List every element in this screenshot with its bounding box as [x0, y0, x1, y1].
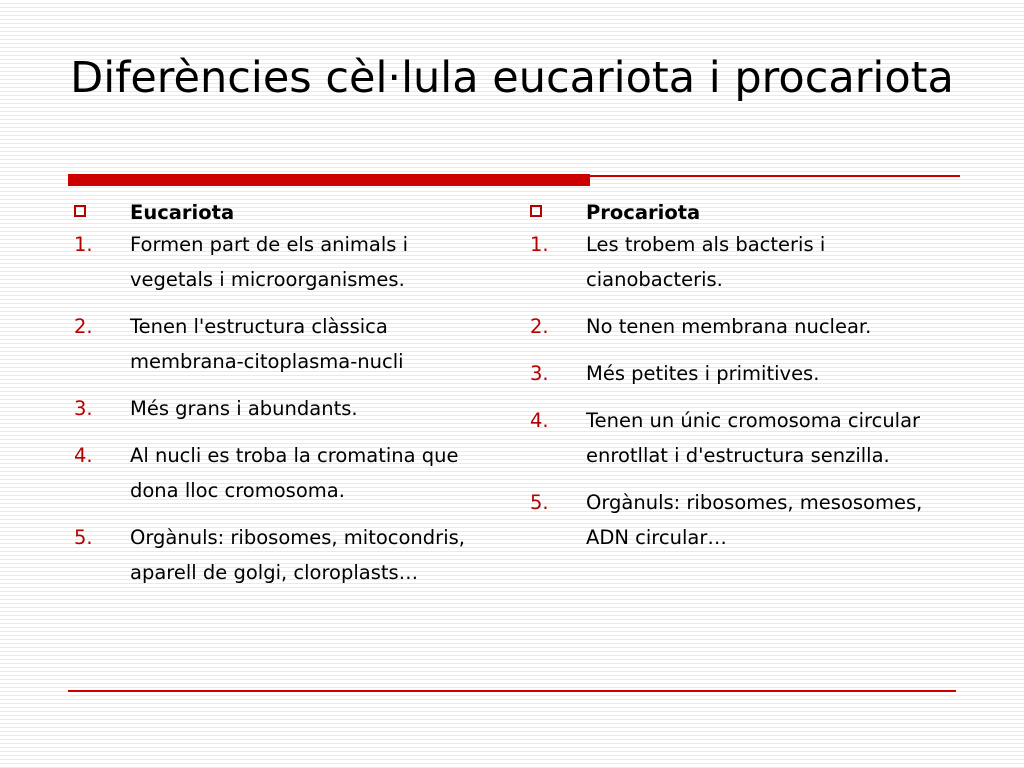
list-item: [74, 391, 484, 426]
list-item-text: Més petites i primitives.: [586, 362, 820, 385]
list-item-number: 4.: [530, 409, 549, 432]
list-item-text: Formen part de els animals i vegetals i microorganismes.: [130, 233, 409, 291]
list-item-number: 2.: [530, 315, 549, 338]
eucariota-heading: [74, 198, 484, 227]
list-item-number: 5.: [530, 491, 549, 514]
list-item-text: Al nucli es troba la cromatina que dona lloc cromosoma.: [130, 444, 459, 502]
list-item-text: Tenen l'estructura clàssica membrana-citoplasma-nucli: [130, 315, 404, 373]
list-item: [74, 438, 484, 508]
procariota-heading-label: Procariota: [586, 201, 701, 224]
list-item-text: Més grans i abundants.: [130, 397, 358, 420]
procariota-list: [530, 227, 950, 555]
list-item: [530, 485, 950, 555]
square-bullet-icon: [530, 205, 542, 217]
list-item-number: 4.: [74, 444, 93, 467]
list-item-text: Orgànuls: ribosomes, mitocondris, aparell de golgi, cloroplasts…: [130, 526, 465, 584]
list-item-number: 5.: [74, 526, 93, 549]
list-item-number: 1.: [74, 233, 93, 256]
list-item-text: Les trobem als bacteris i cianobacteris.: [586, 233, 826, 291]
footer-divider: [68, 690, 956, 692]
list-item-text: Tenen un únic cromosoma circular enrotllat i d'estructura senzilla.: [586, 409, 921, 467]
eucariota-heading-label: Eucariota: [130, 201, 235, 224]
eucariota-list: [74, 227, 484, 590]
list-item: [530, 227, 950, 297]
procariota-heading: [530, 198, 950, 227]
procariota-column: [530, 198, 950, 567]
title-underline-thin: [590, 175, 960, 177]
eucariota-column: [74, 198, 484, 602]
list-item-number: 3.: [74, 397, 93, 420]
title-underline-thick: [68, 174, 590, 186]
square-bullet-icon: [74, 205, 86, 217]
list-item: [530, 309, 950, 344]
list-item-text: No tenen membrana nuclear.: [586, 315, 872, 338]
list-item: [74, 227, 484, 297]
list-item: [74, 309, 484, 379]
list-item-number: 3.: [530, 362, 549, 385]
list-item-number: 2.: [74, 315, 93, 338]
list-item-number: 1.: [530, 233, 549, 256]
slide-title: Diferències cèl·lula eucariota i procariota: [70, 53, 954, 103]
list-item: [74, 520, 484, 590]
list-item: [530, 403, 950, 473]
list-item: [530, 356, 950, 391]
list-item-text: Orgànuls: ribosomes, mesosomes, ADN circular…: [586, 491, 923, 549]
